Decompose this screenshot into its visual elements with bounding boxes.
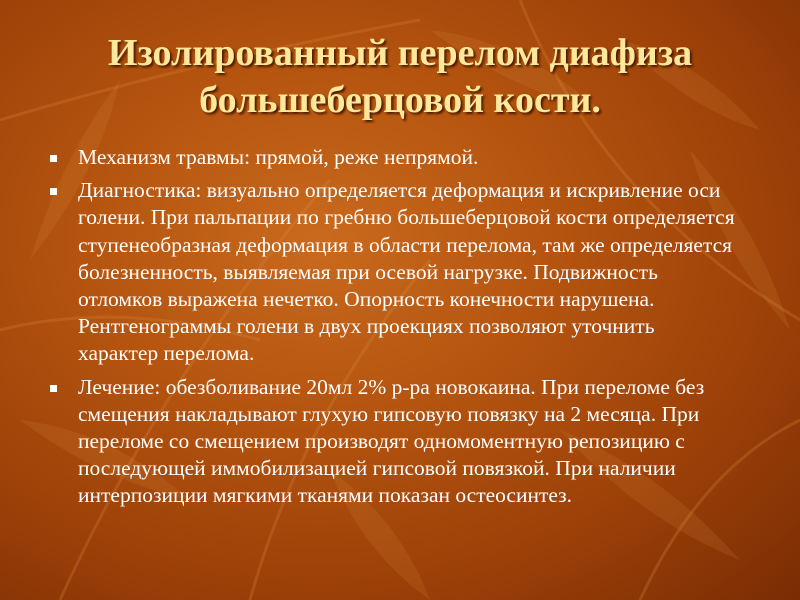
bullet-text-diagnostics: Диагностика: визуально определяется деформация и искривление оси голени. При пальпации по гребню большеберцовой кости определяется ступенеобразная деформация в области перелома, там же определяется болезненность, выявляемая при осевой нагрузке. Подвижность отломков выражена нечетко. Опорность конечности нарушена. Рентгенограммы голени в двух проекциях позволяют уточнить характер перелома. (78, 178, 735, 366)
bullet-text-treatment: Лечение: обезболивание 20мл 2% р-ра новокаина. При переломе без смещения накладывают глухую гипсовую повязку на 2 месяца. При переломе со смещением производят одномоментную репозицию с последующей иммобилизацией гипсовой повязкой. При наличии интерпозиции мягкими тканями показан остеосинтез. (78, 374, 705, 508)
slide-title-line-1: Изолированный перелом диафиза (107, 32, 693, 74)
bullet-item-diagnostics (48, 177, 738, 367)
square-bullet-icon (50, 188, 57, 195)
bullet-list (48, 144, 738, 516)
slide-title-line-2: большеберцовой кости. (199, 79, 601, 121)
bullet-item-mechanism (48, 144, 738, 171)
square-bullet-icon (50, 385, 57, 392)
square-bullet-icon (50, 155, 57, 162)
slide-title (20, 30, 780, 124)
bullet-item-treatment (48, 374, 738, 510)
bullet-text-mechanism: Механизм травмы: прямой, реже непрямой. (78, 145, 479, 169)
